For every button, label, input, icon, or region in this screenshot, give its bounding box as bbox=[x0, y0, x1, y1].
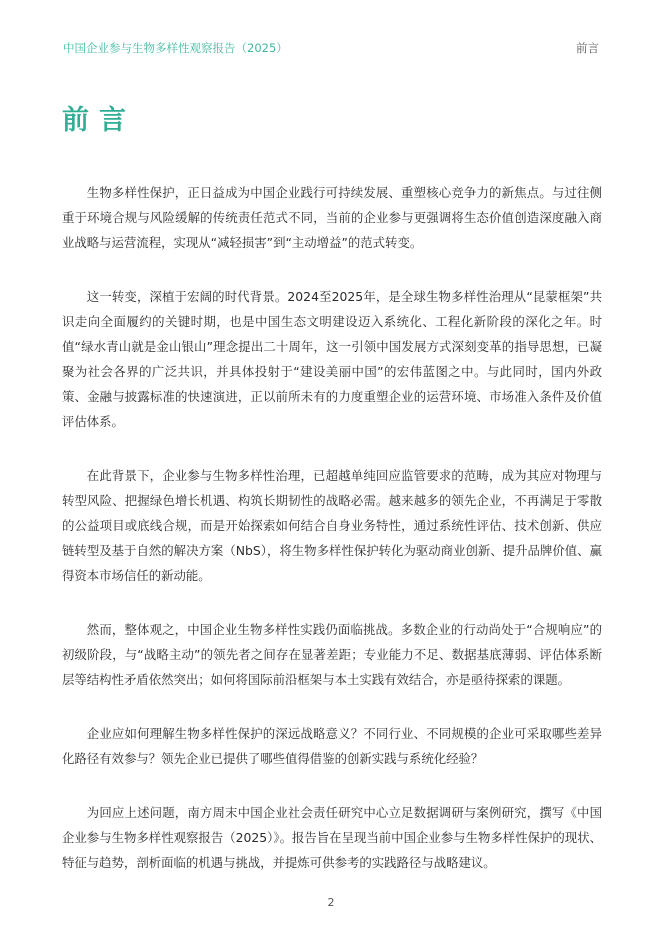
report-title: 中国企业参与生物多样性观察报告（2025） bbox=[63, 41, 288, 55]
page-title: 前言 bbox=[62, 105, 136, 136]
paragraph: 这一转变，深植于宏阔的时代背景。2024至2025年，是全球生物多样性治理从“昆蒙框架”共识走向全面履约的关键时期，也是中国生态文明建设迈入系统化、工程化新阶段的深化之年。时值“绿水青山就是金山银山”理念提出二十周年，这一引领中国发展方式深刻变革的指导思想，已凝聚为社会各界的广泛共识，并具体投射于“建设美丽中国”的宏伟蓝图之中。与此同时，国内外政策、金融与披露标准的快速演进，正以前所未有的力度重塑企业的运营环境、市场准入条件及价值评估体系。 bbox=[62, 289, 602, 429]
paragraph: 为回应上述问题，南方周末中国企业社会责任研究中心立足数据调研与案例研究，撰写《中国企业参与生物多样性观察报告（2025）》。报告旨在呈现当前中国企业参与生物多样性保护的现状、特征与趋势，剖析面临的机遇与挑战，并提炼可供参考的实践路径与战略建议。 bbox=[62, 805, 602, 870]
preface-body bbox=[62, 180, 602, 904]
paragraph: 然而，整体观之，中国企业生物多样性实践仍面临挑战。多数企业的行动尚处于“合规响应”的初级阶段，与“战略主动”的领先者之间存在显著差距；专业能力不足、数据基底薄弱、评估体系断层等结构性矛盾依然突出；如何将国际前沿框架与本土实践有效结合，亦是亟待探索的课题。 bbox=[62, 622, 602, 687]
running-header bbox=[63, 38, 599, 58]
page-number: 2 bbox=[327, 896, 335, 909]
paragraph: 在此背景下，企业参与生物多样性治理，已超越单纯回应监管要求的范畴，成为其应对物理与转型风险、把握绿色增长机遇、构筑长期韧性的战略必需。越来越多的领先企业，不再满足于零散的公益项目或底线合规，而是开始探索如何结合自身业务特性，通过系统性评估、技术创新、供应链转型及基于自然的解决方案（NbS），将生物多样性保护转化为驱动商业创新、提升品牌价值、赢得资本市场信任的新动能。 bbox=[62, 468, 602, 583]
section-name: 前言 bbox=[576, 41, 599, 55]
paragraph: 生物多样性保护，正日益成为中国企业践行可持续发展、重塑核心竞争力的新焦点。与过往侧重于环境合规与风险缓解的传统责任范式不同，当前的企业参与更强调将生态价值创造深度融入商业战略与运营流程，实现从“减轻损害”到“主动增益”的范式转变。 bbox=[62, 185, 602, 250]
paragraph: 企业应如何理解生物多样性保护的深远战略意义？不同行业、不同规模的企业可采取哪些差异化路径有效参与？领先企业已提供了哪些值得借鉴的创新实践与系统化经验？ bbox=[62, 726, 602, 766]
